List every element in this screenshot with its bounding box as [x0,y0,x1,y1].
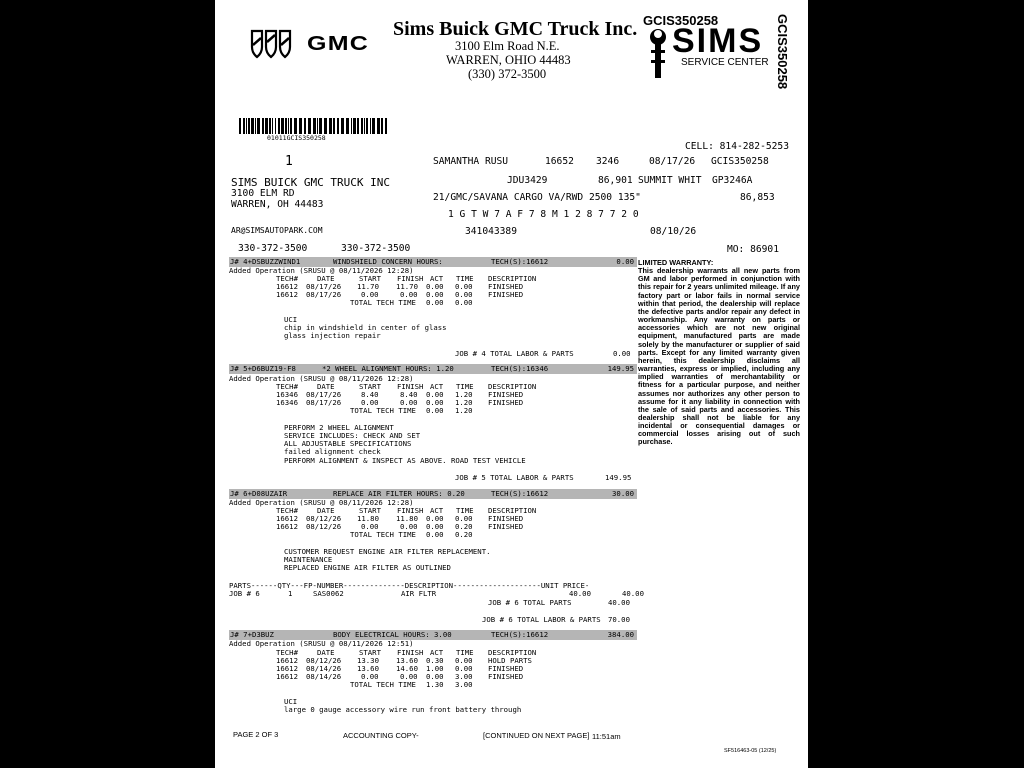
vehicle-description: 21/GMC/SAVANA CARGO VA/RWD 2500 135" [433,192,641,203]
job-note: large 0 gauge accessory wire run front battery through [284,705,522,714]
phone-home: 330-372-3500 [238,243,308,254]
job-techs: TECH(S):16612 [491,257,549,266]
job-amount: 384.00 [607,630,634,639]
job-title: BODY ELECTRICAL HOURS: 3.00 [333,630,452,639]
vin: 1 G T W 7 A F 7 8 M 1 2 8 7 7 2 0 [448,209,639,220]
barcode-bar [346,118,349,134]
parts-total: JOB # 6 TOTAL PARTS [488,598,572,607]
mileage-out: 86,853 [740,192,775,203]
barcode-bar [381,118,383,134]
barcode-bar [319,118,322,134]
job-code: J# 4+DSBUZZWIND1 [230,257,301,266]
barcode-bar [278,118,280,134]
page-number: PAGE 2 OF 3 [233,730,279,739]
added-operation: Added Operation (SRUSU @ 08/11/2026 12:28) [229,266,414,275]
barcode-text: 01011GCIS350258 [267,134,326,142]
barcode-bar [324,118,327,134]
job-amount: 149.95 [607,364,634,373]
job-note: UCI [284,315,298,324]
barcode-bar [366,118,368,134]
barcode-bar [361,118,363,134]
copy-type: ACCOUNTING COPY- [343,731,419,740]
added-operation: Added Operation (SRUSU @ 08/11/2026 12:28) [229,498,414,507]
job-note: UCI [284,697,298,706]
job-note: MAINTENANCE [284,555,333,564]
barcode-bar [377,118,380,134]
barcode-bar [341,118,344,134]
tag-number: 3246 [596,156,620,167]
job-note: SERVICE INCLUDES: CHECK AND SET [284,431,421,440]
ro-number: GCIS350258 [711,156,769,167]
barcode-bar [262,118,264,134]
job-note: PERFORM 2 WHEEL ALIGNMENT [284,423,394,432]
buick-shield-icon [250,29,292,59]
warranty-title: LIMITED WARRANTY: [638,258,714,267]
barcode-bar [333,118,335,134]
barcode-bar [251,118,254,134]
copy-number: 1 [285,154,293,169]
tag-id: GP3246A [712,175,753,186]
job-total: JOB # 5 TOTAL LABOR & PARTS [455,473,574,482]
job-amount: 0.00 [616,257,634,266]
dealer-phone: (330) 372-3500 [468,67,547,81]
barcode-bar [285,118,287,134]
promised-date: 08/10/26 [650,226,697,237]
barcode-bar [272,118,273,134]
barcode-bar [246,118,247,134]
limited-warranty [638,259,800,447]
job-code: J# 7+D3BUZ [230,630,274,639]
job-techs: TECH(S):16612 [491,489,549,498]
barcode-bar [372,118,375,134]
form-number: SF516463-05 (12/25) [724,748,777,754]
barcode-bar [357,118,359,134]
barcode-bar [269,118,271,134]
job-note: failed alignment check [284,447,381,456]
barcode-bar [239,118,241,134]
job-techs: TECH(S):16346 [491,364,549,373]
job-note: CUSTOMER REQUEST ENGINE AIR FILTER REPLACEMENT. [284,547,491,556]
barcode-bar [257,118,260,134]
ro-tag-top: GCIS350258 [643,13,719,28]
barcode [239,118,389,134]
barcode-bar [265,118,268,134]
barcode-bar [290,118,292,134]
job-title: *2 WHEEL ALIGNMENT HOURS: 1.20 [322,364,454,373]
barcode-bar [329,118,332,134]
job-code: J# 5+D6BUZ19-F8 [230,364,296,373]
barcode-bar [294,118,297,134]
job-note: REPLACED ENGINE AIR FILTER AS OUTLINED [284,563,451,572]
barcode-bar [275,118,276,134]
job-total: JOB # 4 TOTAL LABOR & PARTS [455,349,574,358]
barcode-bar [281,118,284,134]
job-total-amount: 149.95 [605,473,632,482]
mileage-in: 86,901 [598,175,633,186]
barcode-bar [304,118,306,134]
ro-date: 08/17/26 [649,156,696,167]
barcode-bar [243,118,245,134]
job-note: chip in windshield in center of glass [284,323,447,332]
job-note: ALL ADJUSTABLE SPECIFICATIONS [284,439,412,448]
job-header-bar [229,364,637,374]
account-number: 341043389 [465,226,517,237]
vehicle-color: SUMMIT WHIT [638,175,702,186]
barcode-bar [337,118,339,134]
added-operation: Added Operation (SRUSU @ 08/11/2026 12:51) [229,639,414,648]
wrench-icon [647,28,669,80]
parts-header: PARTS------QTY---FP-NUMBER--------------DESCRIPTION--------------------UNIT PRICE- [229,581,590,590]
address-line-1: 3100 ELM RD [231,188,295,199]
repair-order-page: GMC Sims Buick GMC Truck Inc. 3100 Elm Road N.E. WARREN, OHIO 44483 (330) 372-3500 GCIS350258 GCIS350258 SIMS SERVICE CENTER 01011GCIS350258 CELL: 814-282-5253 1 SAMANTHA RUSU 16652 3246 08/17/26 GCIS350258 SIMS BUICK GMC TRUCK INC 3100 ELM RD WARREN, OH 44483 JDU3429 86,901 SUMMIT WHIT GP3246A 21/GMC/SAVANA CARGO VA/RWD 2500 135" 86,853 1 G T W 7 A F 7 8 M 1 2 8 7 7 2 0 AR@SIMSAUTOPARK.COM 341043389 08/10/26 330-372-3500 330-372-3500 MO: 86901 J# 4+DSBUZZWIND1 WINDSHIELD CONCERN HOURS: TECH(S):16612 0.00 Added Operation (SRUSU @ 08/11/2026 12:28) TECH# DATE START FINISH ACT TIME DESCRIPTION 16612 08/17/26 11.70 11.70 0.00 0.00 FINISHED 16612 08/17/26 0.00 0.00 0.00 0.00 FINISHED TOTAL TECH TIME 0.00 0.00 UCI chip in windshield in center of glass glass injection repair JOB # 4 TOTAL LABOR & PARTS 0.00 J# 5+D6BUZ19-F8 *2 WHEEL ALIGNMENT HOURS: 1.20 TECH(S):16346 149.95 Added Operation (SRUSU @ 08/11/2026 12:28) TECH# DATE START FINISH ACT TIME DESCRIPTION 16346 08/17/26 8.40 8.40 0.00 1.20 FINISHED 16346 08/17/26 0.00 0.00 0.00 1.20 FINISHED TOTAL TECH TIME 0.00 1.20 PERFORM 2 WHEEL ALIGNMENT SERVICE INCLUDES: CHECK AND SET ALL ADJUSTABLE SPECIFICATIONS failed alignment check PERFORM ALIGNMENT & INSPECT AS ABOVE. ROAD TEST VEHICLE JOB # 5 TOTAL LABOR & PARTS 149.95 J# 6+D08UZAIR REPLACE AIR FILTER HOURS: 0.20 TECH(S):16612 30.00 Added Operation (SRUSU @ 08/11/2026 12:28) TECH# DATE START FINISH ACT TIME DESCRIPTION 16612 08/12/26 11.80 11.80 0.00 0.00 FINISHED 16612 08/12/26 0.00 0.00 0.00 0.20 FINISHED TOTAL TECH TIME 0.00 0.20 CUSTOMER REQUEST ENGINE AIR FILTER REPLACEMENT. MAINTENANCE REPLACED ENGINE AIR FILTER AS OUTLINED PARTS------QTY---FP-NUMBER--------------DESCRIPTION--------------------UNIT PRICE- JOB # 6 1 SAS0062 AIR FLTR 40.00 40.00 JOB # 6 TOTAL PARTS 40.00 JOB # 6 TOTAL LABOR & PARTS 70.00 J# 7+D3BUZ BODY ELECTRICAL HOURS: 3.00 TECH(S):16612 384.00 Added Operation (SRUSU @ 08/11/2026 12:51) TECH# DATE START FINISH ACT TIME DESCRIPTION 16612 08/12/26 13.30 13.60 0.30 0.00 HOLD PARTS 16612 08/14/26 13.60 14.60 1.00 0.00 FINISHED 16612 08/14/26 0.00 0.00 0.00 3.00 FINISHED TOTAL TECH TIME 1.30 3.00 UCI large 0 gauge accessory wire run front battery through LIMITED WARRANTY: This dealership warrants all new parts from GM and labor performed in conjunction with this repair for 2 years unlimited mileage. If any factory part or labor fails in normal service within that period, the dealership will replace the defective parts and/or repair any defect in workmanship. Any warranty on parts or accessories which are not new original equipment, manufactured parts are made solely by the manufacturer or supplier of said parts. Except for any limited warranty given herein, this dealership disclaims all warranties, express or implied, including any implied warranties of merchantability or fitness for a particular purpose, and neither assumes nor authorizes any other person to assume for it any liability in connection with the sale of said parts and accessories. This dealership shall not be liable for any incidental or consequential damages or commercial losses arising out of such purchase. PAGE 2 OF 3 ACCOUNTING COPY- [CONTINUED ON NEXT PAGE] 11:51am SF516463-05 (12/25) [215,0,808,768]
job-amount: 30.00 [612,489,634,498]
continued-note: [CONTINUED ON NEXT PAGE] [483,731,590,740]
address-line-2: WARREN, OH 44483 [231,199,324,210]
cell-phone: CELL: 814-282-5253 [685,141,789,152]
barcode-bar [317,118,318,134]
barcode-bar [385,118,387,134]
warranty-body: This dealership warrants all new parts from GM and labor performed in conjunction with this repair for 2 years unlimited mileage. If any factory part or labor fails in normal service within that period, the dealership will replace the defective parts and/or repair any defect in workmanship. Any warranty on parts or accessories which are not new original equipment, manufactured parts are made solely by the manufacturer or supplier of said parts. Except for any limited warranty given herein, this dealership disclaims all warranties, express or implied, including any implied warranties of merchantability or fitness for a particular purpose, and neither assumes nor authorizes any other person to assume for it any liability in connection with the sale of said parts and accessories. This dealership shall not be liable for any incidental or consequential damages or commercial losses arising out of such purchase. [638,266,800,447]
sims-subtitle: SERVICE CENTER [681,57,769,68]
company-name: SIMS BUICK GMC TRUCK INC [231,176,390,189]
job-total: JOB # 6 TOTAL LABOR & PARTS [482,615,601,624]
dealer-city: WARREN, OHIO 44483 [446,53,571,67]
barcode-bar [299,118,302,134]
ro-tag-side: GCIS350258 [775,14,790,90]
dealer-street: 3100 Elm Road N.E. [455,39,560,53]
stock-number: JDU3429 [507,175,548,186]
job-total-amount: 0.00 [613,349,631,358]
email: AR@SIMSAUTOPARK.COM [231,226,323,235]
barcode-bar [308,118,311,134]
job-note: glass injection repair [284,331,381,340]
barcode-bar [351,118,352,134]
barcode-bar [353,118,356,134]
phone-work: 330-372-3500 [341,243,411,254]
sims-logo: SIMS [672,22,764,60]
customer-name: SAMANTHA RUSU [433,156,509,167]
job-total-amount: 70.00 [608,615,630,624]
barcode-bar [364,118,365,134]
job-techs: TECH(S):16612 [491,630,549,639]
gmc-logo: GMC [307,33,370,55]
barcode-bar [248,118,250,134]
dealer-name: Sims Buick GMC Truck Inc. [393,18,638,40]
job-note: PERFORM ALIGNMENT & INSPECT AS ABOVE. ROAD TEST VEHICLE [284,456,526,465]
barcode-bar [313,118,316,134]
added-operation: Added Operation (SRUSU @ 08/11/2026 12:28) [229,374,414,383]
tech-number: 16652 [545,156,574,167]
job-code: J# 6+D08UZAIR [230,489,288,498]
barcode-bar [255,118,256,134]
parts-total-amount: 40.00 [608,598,630,607]
job-title: WINDSHIELD CONCERN HOURS: [333,257,443,266]
job-title: REPLACE AIR FILTER HOURS: 0.20 [333,489,465,498]
barcode-bar [288,118,289,134]
barcode-bar [370,118,371,134]
mo-number: MO: 86901 [727,244,779,255]
print-time: 11:51am [592,732,621,741]
